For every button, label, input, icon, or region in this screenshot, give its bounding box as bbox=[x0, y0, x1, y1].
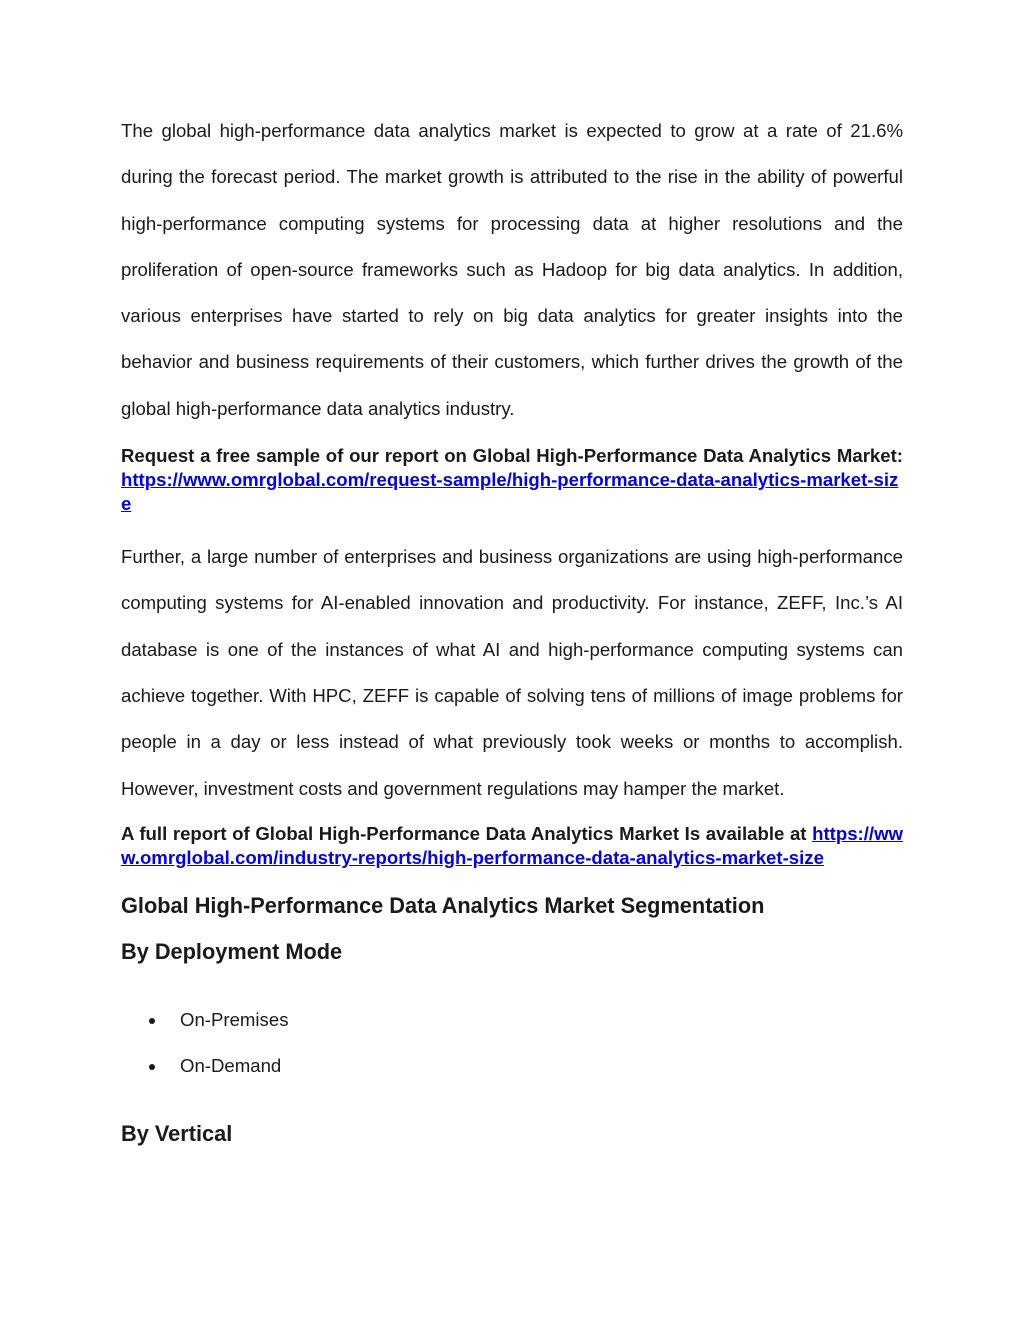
bullet-icon bbox=[149, 1018, 155, 1024]
full-report-text: A full report of Global High-Performance Data Analytics Market Is available at bbox=[121, 822, 813, 844]
sample-request-link[interactable]: https://www.omrglobal.com/request-sample/high-performance-data-analytics-market-size bbox=[121, 469, 899, 515]
deployment-mode-list bbox=[121, 1008, 903, 1078]
intro-paragraph: The global high-performance data analytics market is expected to grow at a rate of 21.6% during the forecast period. The market growth is attributed to the rise in the ability of powerful high-performance computing systems for processing data at higher resolutions and the proliferation of open-source frameworks such as Hadoop for big data analytics. In addition, various enterprises have started to rely on big data analytics for greater insights into the behavior and business requirements of their customers, which further drives the growth of the global high-performance data analytics industry. bbox=[121, 120, 903, 419]
sample-request-callout bbox=[121, 444, 903, 516]
full-report-callout bbox=[121, 822, 903, 870]
document-page bbox=[121, 108, 903, 1146]
segmentation-heading: Global High-Performance Data Analytics Market Segmentation bbox=[121, 892, 765, 918]
sample-request-text: Request a free sample of our report on Global High-Performance Data Analytics Market: bbox=[121, 445, 903, 467]
list-item-label: On-Premises bbox=[180, 1008, 289, 1030]
list-item bbox=[149, 1054, 903, 1078]
full-report-link[interactable]: https://www.omrglobal.com/industry-reports/high-performance-data-analytics-market-size bbox=[121, 822, 903, 868]
vertical-heading: By Vertical bbox=[121, 1120, 233, 1146]
deployment-mode-heading: By Deployment Mode bbox=[121, 938, 343, 964]
hpc-paragraph: Further, a large number of enterprises and business organizations are using high-performance computing systems for AI-enabled innovation and productivity. For instance, ZEFF, Inc.’s AI database is one of the instances of what AI and high-performance computing systems can achieve together. With HPC, ZEFF is capable of solving tens of millions of image problems for people in a day or less instead of what previously took weeks or months to accomplish. However, investment costs and government regulations may hamper the market. bbox=[121, 546, 903, 799]
list-item bbox=[149, 1008, 903, 1032]
bullet-icon bbox=[149, 1064, 155, 1070]
list-item-label: On-Demand bbox=[180, 1054, 282, 1076]
